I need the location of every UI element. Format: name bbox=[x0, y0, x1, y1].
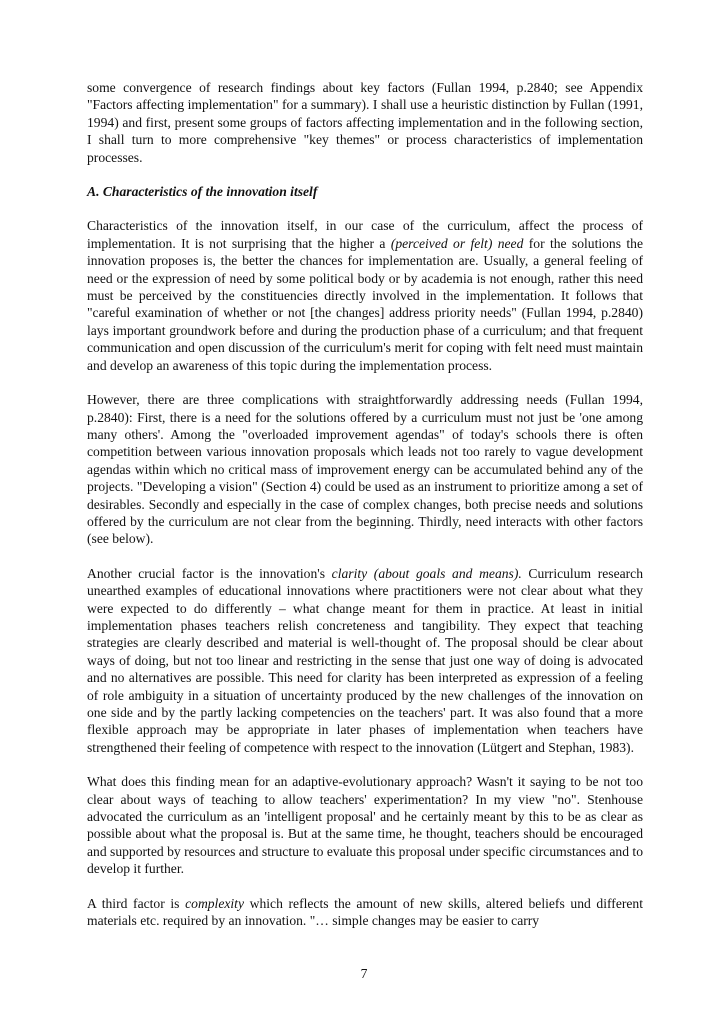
section-heading: A. Characteristics of the innovation itself bbox=[87, 184, 318, 200]
text-run: for the solutions the innovation proposes is, the better the chances for implementation are. Usually, a general feeling of need or the expression of need by some political body or by academia is not enough, rather this need must be perceived by the constituencies directly involved in the implementation. It follows that "careful examination of whether or not [the changes] address priority needs" (Fullan 1994, p.2840) lays important groundwork before and during the production phase of a curriculum; and that frequent communication and open discussion of the curriculum's merit for coping with felt need must maintain and develop an awareness of this topic during the implementation process. bbox=[87, 235, 643, 373]
emphasis-term: (perceived or felt) need bbox=[390, 235, 524, 251]
paragraph-adaptive: What does this finding mean for an adaptive-evolutionary approach? Wasn't it saying to be not too clear about ways of teaching to allow teachers' experimentation? In my view "no". Stenhouse advocated the curriculum as an 'intelligent proposal' and he certainly meant by this to be as clear as possible about what the proposal is. But at the same time, he thought, teachers should be encouraged and supported by resources and structure to evaluate this proposal under specific circumstances and to develop it further. bbox=[87, 774, 643, 877]
paragraph-need bbox=[87, 217, 643, 374]
text-run: Another crucial factor is the innovation's bbox=[87, 565, 332, 581]
paragraph-clarity bbox=[87, 565, 643, 756]
emphasis-term: complexity bbox=[185, 895, 244, 911]
text-run: Characteristics of the innovation itself, in our case of the curriculum, affect the process of implementation. It is not surprising that the higher a bbox=[87, 218, 643, 251]
paragraph-complications: However, there are three complications with straightforwardly addressing needs (Fullan 1994, p.2840): First, there is a need for the solutions offered by a curriculum must not just be 'one among many others'. Among the "overloaded improvement agendas" of today's schools there is often competition between various innovation proposals which leads not too rarely to vague development agendas within which no critical mass of improvement energy can be accumulated behind any of the projects. "Developing a vision" (Section 4) could be used as an instrument to prioritize among a set of desirables. Secondly and especially in the case of complex changes, both precise needs and solutions offered by the curriculum are not clear from the beginning. Thirdly, need interacts with other factors (see below). bbox=[87, 392, 643, 547]
text-run: Curriculum research unearthed examples of educational innovations where practitioners were not clear about what they were expected to do differently – what change meant for them in practice. At least in initial implementation phases teachers relish concreteness and tangibility. They expect that teaching strategies are clearly described and material is well-thought of. The proposal should be clear about ways of doing, but not too linear and restricting in the sense that just one way of doing is advocated and no alternatives are possible. This need for clarity has been interpreted as expression of a feeling of role ambiguity in a situation of uncertainty produced by the new challenges of the innovation on one side and by the partly lacking competencies on the teachers' part. It was also found that a more flexible approach may be appropriate in later phases of implementation when teachers have strengthened their feeling of competence with respect to the innovation (Lütgert and Stephan, 1983). bbox=[87, 565, 643, 755]
document-page bbox=[87, 79, 643, 946]
paragraph-complexity bbox=[87, 895, 643, 930]
text-run: A third factor is bbox=[87, 895, 186, 911]
paragraph-intro: some convergence of research findings about key factors (Fullan 1994, p.2840; see Appendix "Factors affecting implementation" for a summary). I shall use a heuristic distinction by Fullan (1991, 1994) and first, present some groups of factors affecting implementation and in the following section, I shall turn to more comprehensive "key themes" or process characteristics of implementation processes. bbox=[87, 80, 643, 165]
emphasis-term: clarity (about goals and means). bbox=[331, 565, 522, 581]
page-number: 7 bbox=[360, 966, 368, 981]
text-run: which reflects the amount of new skills, altered beliefs und different materials etc. required by an innovation. "… simple changes may be easier to carry bbox=[87, 895, 643, 929]
